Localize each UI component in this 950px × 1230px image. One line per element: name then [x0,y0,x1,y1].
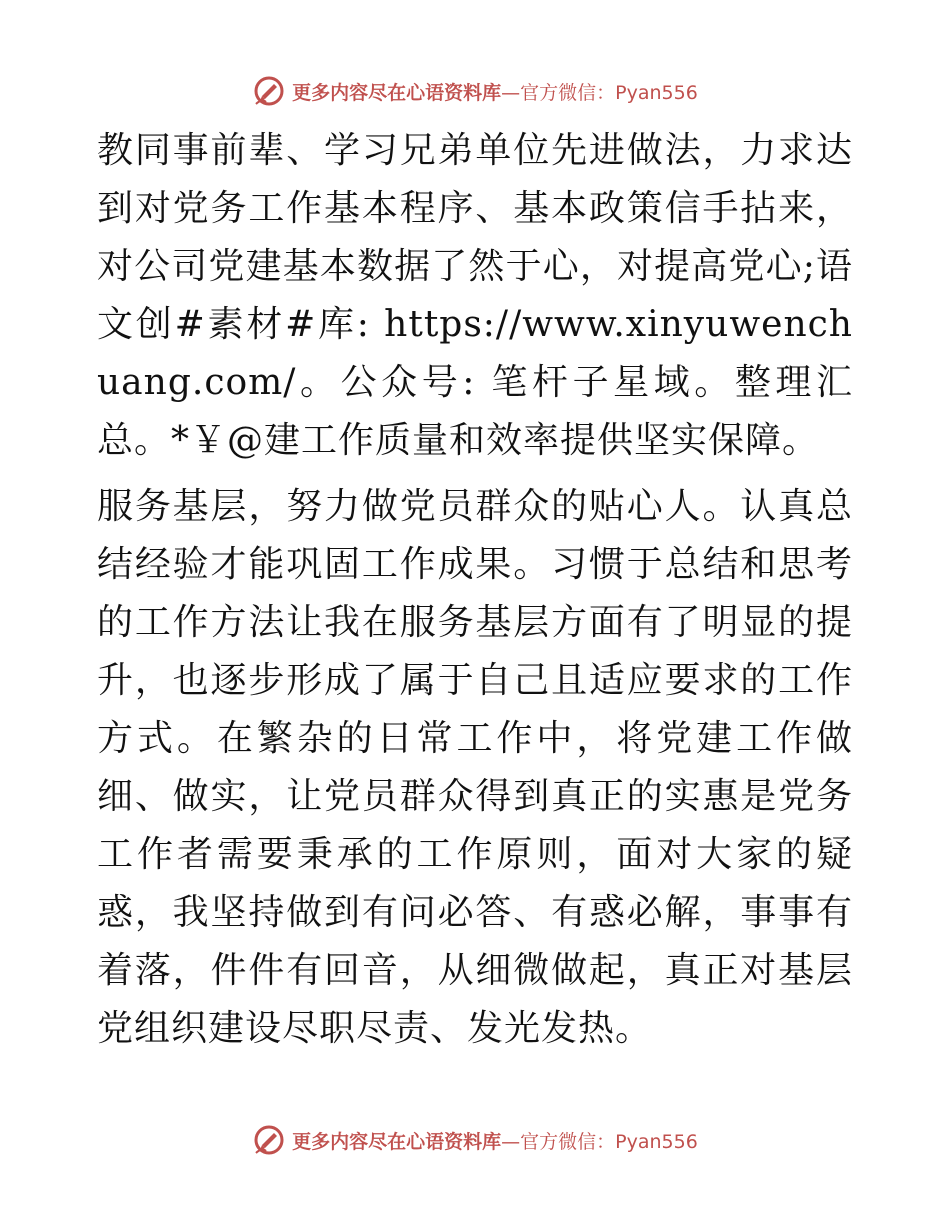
banner-wechat: —官方微信：Pyan556 [501,1130,698,1153]
pen-logo-icon [252,74,286,108]
document-body [97,122,853,1058]
pen-logo-icon [252,1123,286,1157]
footer-banner [0,1120,950,1160]
paragraph-1: 教同事前辈、学习兄弟单位先进做法，力求达到对党务工作基本程序、基本政策信手拈来，对公司党建基本数据了然于心，对提高党心;语文创#素材#库: https://www.xinyuwenchuang.com/。公众号: 笔杆子星域。整理汇总。*￥@建工作质量和效率提供坚实保障。 [97,130,853,461]
banner-title: 更多内容尽在心语资料库 [292,81,502,104]
paragraph-2: 服务基层，努力做党员群众的贴心人。认真总结经验才能巩固工作成果。习惯于总结和思考的工作方法让我在服务基层方面有了明显的提升，也逐步形成了属于自己且适应要求的工作方式。在繁杂的日常工作中，将党建工作做细、做实，让党员群众得到真正的实惠是党务工作者需要秉承的工作原则，面对大家的疑惑，我坚持做到有问必答、有惑必解，事事有着落，件件有回音，从细微做起，真正对基层党组织建设尽职尽责、发光发热。 [97,486,853,1049]
header-banner [0,71,950,111]
banner-wechat: —官方微信：Pyan556 [501,81,698,104]
banner-title: 更多内容尽在心语资料库 [292,1130,502,1153]
